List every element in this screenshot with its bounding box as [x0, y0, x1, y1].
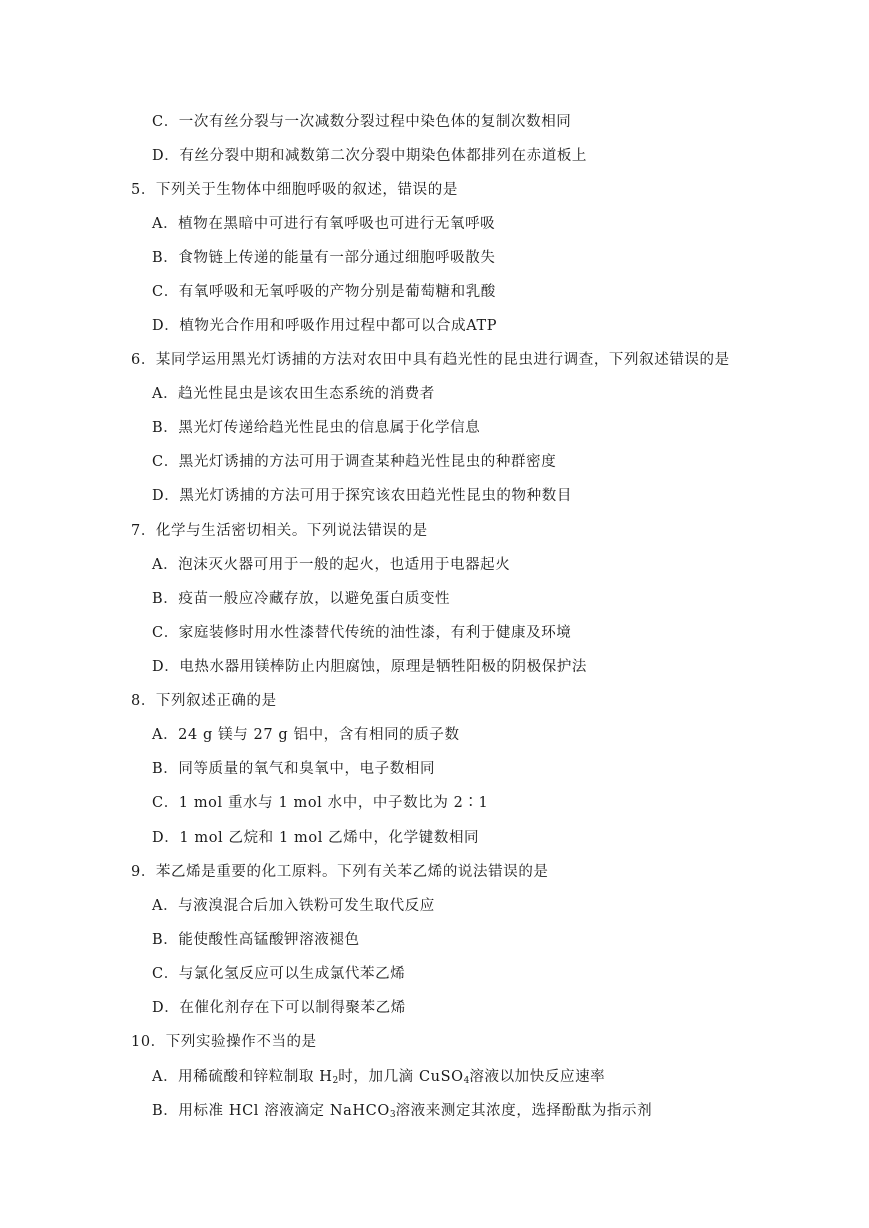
option-7a: A．泡沫灭火器可用于一般的起火，也适用于电器起火 [152, 557, 511, 573]
option-8c: C．1 mol 重水与 1 mol 水中，中子数比为 2∶1 [152, 795, 489, 811]
option-8d: D．1 mol 乙烷和 1 mol 乙烯中，化学键数相同 [152, 830, 480, 846]
option-9b: B．能使酸性高锰酸钾溶液褪色 [152, 932, 360, 948]
question-9: 9．苯乙烯是重要的化工原料。下列有关苯乙烯的说法错误的是 [131, 864, 549, 880]
option-6b: B．黑光灯传递给趋光性昆虫的信息属于化学信息 [152, 420, 481, 436]
question-7: 7．化学与生活密切相关。下列说法错误的是 [131, 523, 428, 539]
option-5a: A．植物在黑暗中可进行有氧呼吸也可进行无氧呼吸 [152, 216, 496, 232]
option-6c: C．黑光灯诱捕的方法可用于调查某种趋光性昆虫的种群密度 [152, 454, 557, 470]
option-5c: C．有氧呼吸和无氧呼吸的产物分别是葡萄糖和乳酸 [152, 284, 496, 300]
question-5: 5．下列关于生物体中细胞呼吸的叙述，错误的是 [131, 182, 458, 198]
option-5b: B．食物链上传递的能量有一部分通过细胞呼吸散失 [152, 250, 496, 266]
option-8b: B．同等质量的氧气和臭氧中，电子数相同 [152, 761, 436, 777]
question-8: 8．下列叙述正确的是 [131, 693, 277, 709]
option-9d: D．在催化剂存在下可以制得聚苯乙烯 [152, 1000, 406, 1016]
question-10: 10．下列实验操作不当的是 [131, 1034, 317, 1050]
question-6: 6．某同学运用黑光灯诱捕的方法对农田中具有趋光性的昆虫进行调查，下列叙述错误的是 [131, 352, 730, 368]
option-6a: A．趋光性昆虫是该农田生态系统的消费者 [152, 386, 435, 402]
option-4d: D．有丝分裂中期和减数第二次分裂中期染色体都排列在赤道板上 [152, 148, 588, 164]
option-7c: C．家庭装修时用水性漆替代传统的油性漆，有利于健康及环境 [152, 625, 572, 641]
option-6d: D．黑光灯诱捕的方法可用于探究该农田趋光性昆虫的物种数目 [152, 488, 572, 504]
option-10b: B．用标准 HCl 溶液滴定 NaHCO$_3$溶液来测定其浓度，选择酚酞为指示剂 [152, 1103, 653, 1120]
option-9a: A．与液溴混合后加入铁粉可发生取代反应 [152, 898, 435, 914]
option-7b: B．疫苗一般应冷藏存放，以避免蛋白质变性 [152, 591, 451, 607]
option-9c: C．与氯化氢反应可以生成氯代苯乙烯 [152, 966, 406, 982]
option-5d: D．植物光合作用和呼吸作用过程中都可以合成ATP [152, 318, 498, 334]
option-10a: A．用稀硫酸和锌粒制取 $H_2$时，加几滴 CuSO$_4$溶液以加快反应速率 [152, 1069, 606, 1086]
option-8a: A．24 g 镁与 27 g 铝中，含有相同的质子数 [152, 727, 460, 743]
option-4c: C．一次有丝分裂与一次减数分裂过程中染色体的复制次数相同 [152, 114, 572, 130]
option-7d: D．电热水器用镁棒防止内胆腐蚀，原理是牺牲阳极的阴极保护法 [152, 659, 588, 675]
